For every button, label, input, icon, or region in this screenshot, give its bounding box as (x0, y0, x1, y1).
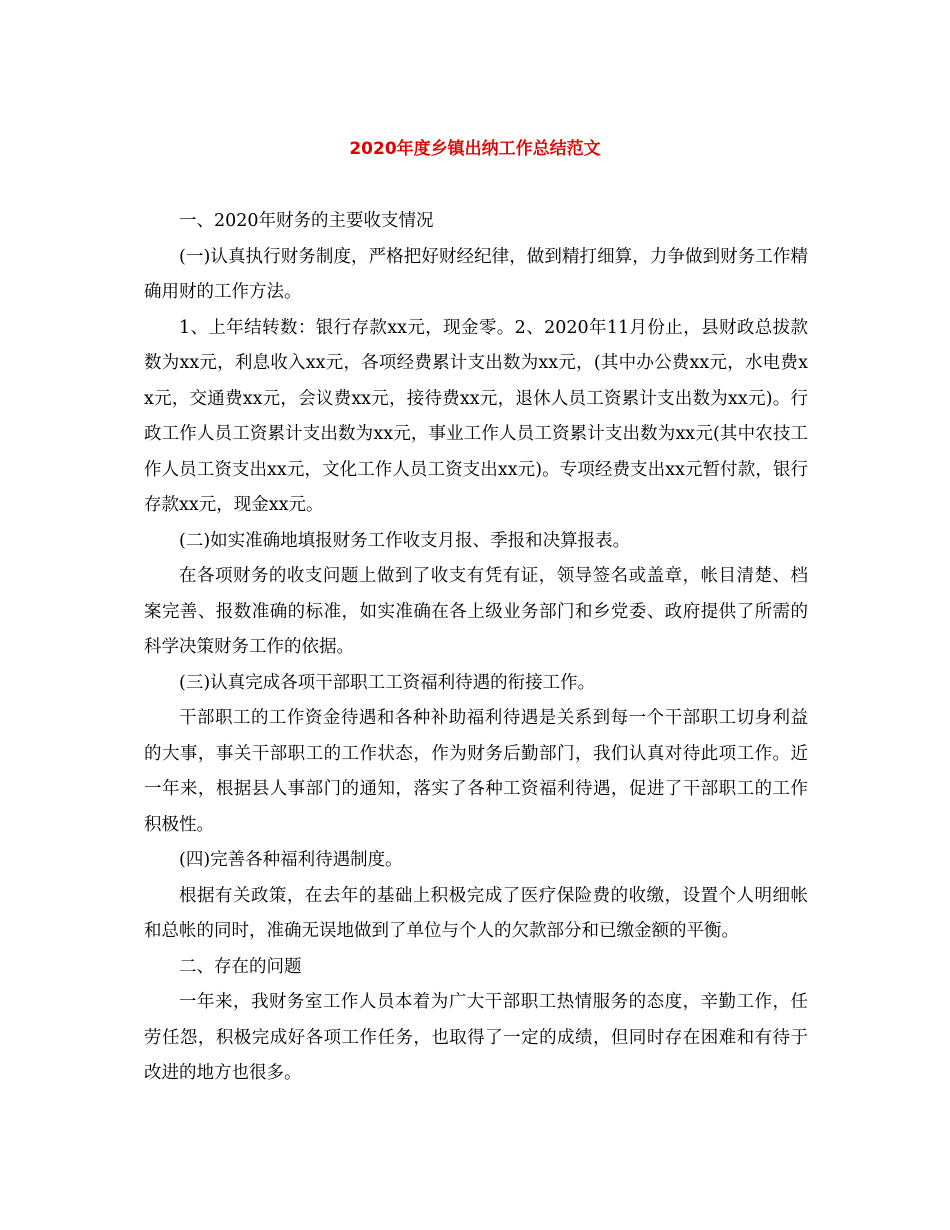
section-heading-problems: 二、存在的问题 (179, 956, 302, 977)
paragraph-wages: 干部职工的工作资金待遇和各种补助福利待遇是关系到每一个干部职工切身利益的大事，事关干部职工的工作状态，作为财务后勤部门，我们认真对待此项工作。近一年来，根据县人事部门的通知，落实了各种工资福利待遇，促进了干部职工的工作积极性。 (144, 708, 808, 835)
section-heading-income-expense: 一、2020年财务的主要收支情况 (179, 211, 434, 231)
document-title: 2020年度乡镇出纳工作总结范文 (349, 139, 601, 159)
subsection-heading-reports: (二)如实准确地填报财务工作收支月报、季报和决算报表。 (179, 530, 631, 551)
subsection-heading-financial-system: (一)认真执行财务制度，严格把好财经纪律，做到精打细算，力争做到财务工作精确用财的工作方法。 (144, 246, 808, 302)
paragraph-problems: 一年来，我财务室工作人员本着为广大干部职工热情服务的态度，辛勤工作，任劳任怨，积极完成好各项工作任务，也取得了一定的成绩，但同时存在困难和有待于改进的地方也很多。 (144, 992, 808, 1083)
paragraph-balance-figures: 1、上年结转数：银行存款xx元，现金零。2、2020年11月份止，县财政总拔款数为xx元，利息收入xx元，各项经费累计支出数为xx元，(其中办公费xx元，水电费xx元，交通费xx元，会议费xx元，接待费xx元，退休人员工资累计支出数为xx元)。行政工作人员工资累计支出数为xx元，事业工作人员工资累计支出数为xx元(其中农技工作人员工资支出xx元，文化工作人员工资支出xx元)。专项经费支出xx元暂付款，银行存款xx元，现金xx元。 (144, 317, 808, 515)
subsection-heading-welfare: (四)完善各种福利待遇制度。 (179, 850, 403, 870)
subsection-heading-wages: (三)认真完成各项干部职工工资福利待遇的衔接工作。 (179, 672, 596, 693)
paragraph-reports: 在各项财务的收支问题上做到了收支有凭有证，领导签名或盖章，帐目清楚、档案完善、报数准确的标准，如实准确在各上级业务部门和乡党委、政府提供了所需的科学决策财务工作的依据。 (144, 566, 808, 657)
document-body (144, 204, 808, 1092)
paragraph-welfare: 根据有关政策，在去年的基础上积极完成了医疗保险费的收缴，设置个人明细帐和总帐的同时，准确无误地做到了单位与个人的欠款部分和已缴金额的平衡。 (144, 885, 808, 941)
